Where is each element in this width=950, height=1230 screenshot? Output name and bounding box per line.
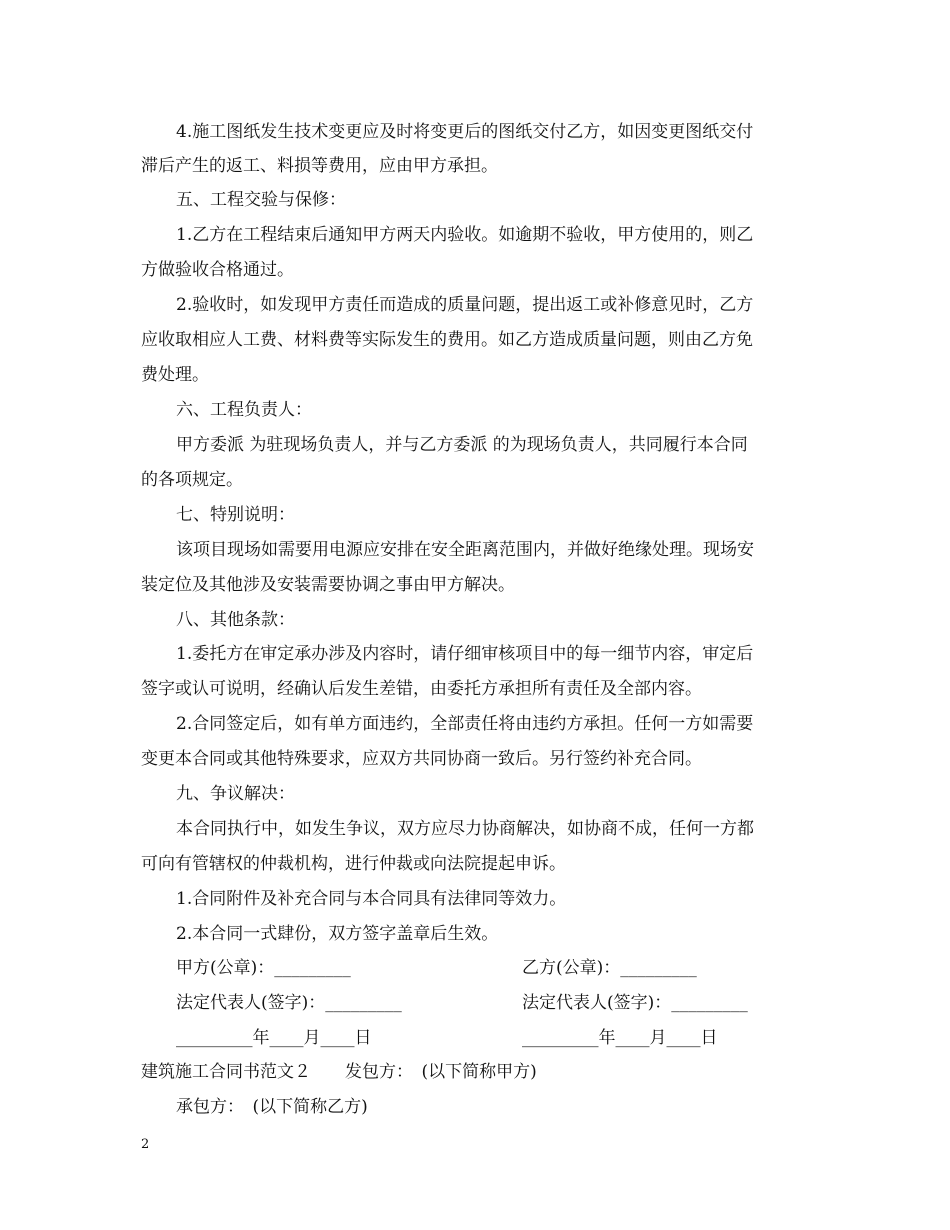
page-number: 2 (141, 1137, 150, 1152)
paragraph-line: 2.合同签定后，如有单方面违约，全部责任将由违约方承担。任何一方如需要 (176, 714, 754, 734)
paragraph-line: 1.委托方在审定承办涉及内容时，请仔细审核项目中的每一细节内容，审定后 (176, 644, 754, 664)
paragraph-line: 2.本合同一式肆份，双方签字盖章后生效。 (176, 924, 499, 944)
section-heading: 五、工程交验与保修： (176, 190, 346, 210)
paragraph-line: 滞后产生的返工、料损等费用，应由甲方承担。 (141, 156, 498, 176)
section-heading: 八、其他条款： (176, 610, 295, 630)
party-b-date-field: _________年____月____日 (522, 1028, 718, 1048)
paragraph-line: 4.施工图纸发生技术变更应及时将变更后的图纸交付乙方，如因变更图纸交付 (176, 122, 754, 142)
party-b-representative-field: 法定代表人(签字)：_________ (522, 993, 748, 1013)
party-b-seal-field: 乙方(公章)：_________ (522, 958, 697, 978)
party-a-seal-field: 甲方(公章)：_________ (176, 958, 351, 978)
paragraph-line: 1.合同附件及补充合同与本合同具有法律同等效力。 (176, 889, 567, 909)
party-a-representative-field: 法定代表人(签字)：_________ (176, 993, 402, 1013)
paragraph-line: 1.乙方在工程结束后通知甲方两天内验收。如逾期不验收，甲方使用的，则乙 (176, 225, 754, 245)
paragraph-line: 2.验收时，如发现甲方责任而造成的质量问题，提出返工或补修意见时，乙方 (176, 295, 754, 315)
paragraph-line: 变更本合同或其他特殊要求，应双方共同协商一致后。另行签约补充合同。 (141, 749, 702, 769)
paragraph-line: 应收取相应人工费、材料费等实际发生的费用。如乙方造成质量问题，则由乙方免 (141, 330, 753, 350)
paragraph-line: 的各项规定。 (141, 470, 243, 490)
contractor-line: 承包方： (以下简称乙方) (176, 1097, 368, 1117)
paragraph-line: 可向有管辖权的仲裁机构，进行仲裁或向法院提起申诉。 (141, 854, 566, 874)
paragraph-line: 装定位及其他涉及安装需要协调之事由甲方解决。 (141, 575, 515, 595)
section-heading: 六、工程负责人： (176, 400, 312, 420)
paragraph-line: 方做验收合格通过。 (141, 260, 294, 280)
paragraph-line: 费处理。 (141, 365, 209, 385)
paragraph-line: 签字或认可说明，经确认后发生差错，由委托方承担所有责任及全部内容。 (141, 679, 702, 699)
paragraph-line: 甲方委派 为驻现场负责人，并与乙方委派 的为现场负责人，共同履行本合同 (176, 435, 748, 455)
next-document-heading: 建筑施工合同书范文２ 发包方： (以下简称甲方) (141, 1062, 537, 1082)
paragraph-line: 本合同执行中，如发生争议，双方应尽力协商解决，如协商不成，任何一方都 (176, 819, 754, 839)
party-a-date-field: _________年____月____日 (176, 1028, 372, 1048)
section-heading: 七、特别说明： (176, 505, 295, 525)
section-heading: 九、争议解决： (176, 784, 295, 804)
paragraph-line: 该项目现场如需要用电源应安排在安全距离范围内，并做好绝缘处理。现场安 (176, 540, 754, 560)
